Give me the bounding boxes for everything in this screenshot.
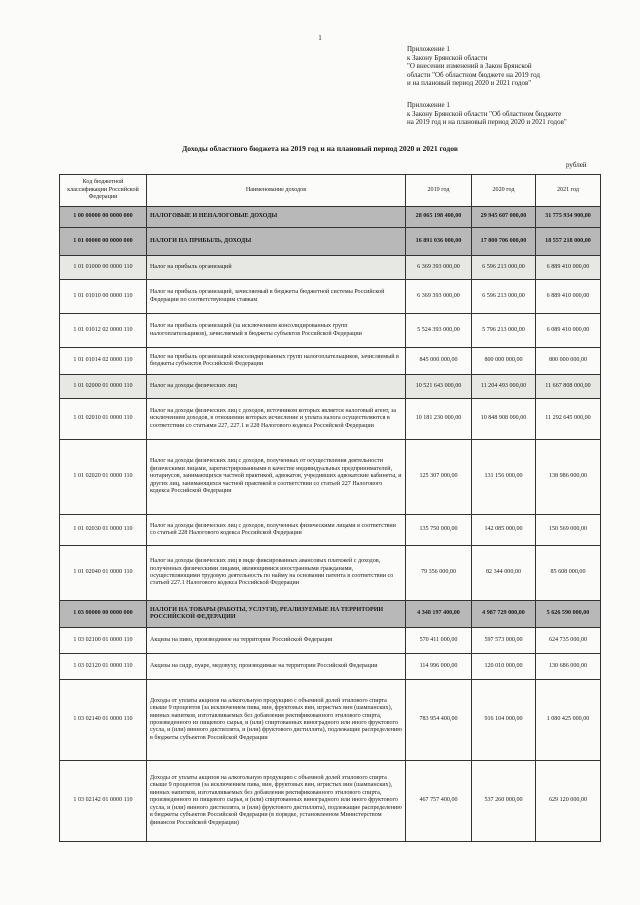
table-row — [60, 399, 601, 440]
row-value-2021: 130 686 000,00 — [536, 654, 601, 680]
row-code: 1 00 00000 00 0000 000 — [60, 207, 147, 228]
table-row — [60, 628, 601, 654]
table-row — [60, 680, 601, 761]
row-code: 1 03 00000 00 0000 000 — [60, 601, 147, 628]
row-code: 1 01 01012 02 0000 110 — [60, 314, 147, 348]
row-value-2020: 131 156 000,00 — [472, 440, 536, 515]
document-title: Доходы областного бюджета на 2019 год и на плановый период 2020 и 2021 годов — [182, 144, 458, 153]
row-value-2019: 783 954 400,00 — [406, 680, 472, 761]
appendix-line: и на плановый период 2020 и 2021 годов" — [407, 79, 532, 88]
header-2020: 2020 год — [472, 175, 536, 207]
row-value-2021: 18 557 218 000,00 — [536, 228, 601, 256]
row-value-2020: 597 573 000,00 — [472, 628, 536, 654]
row-value-2020: 82 344 000,00 — [472, 546, 536, 601]
table-row — [60, 515, 601, 546]
units-label: рублей — [566, 161, 587, 169]
row-value-2021: 1 080 425 000,00 — [536, 680, 601, 761]
row-value-2020: 4 987 729 000,00 — [472, 601, 536, 628]
row-value-2021: 31 775 934 900,00 — [536, 207, 601, 228]
appendix-line: к Закону Брянской области "Об областном бюджете — [407, 109, 562, 118]
appendix-line: на 2019 год и на плановый период 2020 и 2021 годов" — [407, 118, 567, 127]
row-code: 1 01 00000 00 0000 000 — [60, 228, 147, 256]
row-value-2020: 6 596 213 000,00 — [472, 256, 536, 280]
table-row — [60, 375, 601, 399]
row-name: Налог на доходы физических лиц — [147, 375, 406, 399]
row-value-2019: 114 996 000,00 — [406, 654, 472, 680]
header-code: Код бюджетной классификации Российской Федерации — [60, 175, 147, 207]
row-code: 1 01 02020 01 0000 110 — [60, 440, 147, 515]
row-code: 1 01 02030 01 0000 110 — [60, 515, 147, 546]
row-code: 1 01 01010 00 0000 110 — [60, 280, 147, 314]
appendix-block-bottom — [407, 101, 627, 127]
row-value-2020: 800 000 000,00 — [472, 348, 536, 375]
table-row — [60, 207, 601, 228]
row-value-2020: 5 796 213 000,00 — [472, 314, 536, 348]
row-name: Акцизы на сидр, пуаре, медовуху, производимые на территории Российской Федерации — [147, 654, 406, 680]
header-2019: 2019 год — [406, 175, 472, 207]
row-value-2021: 11 292 645 000,00 — [536, 399, 601, 440]
header-2021: 2021 год — [536, 175, 601, 207]
revenue-table — [59, 174, 601, 842]
row-value-2019: 4 348 197 400,00 — [406, 601, 472, 628]
row-value-2019: 28 065 198 400,00 — [406, 207, 472, 228]
table-header-row — [60, 175, 601, 207]
row-value-2021: 5 626 590 000,00 — [536, 601, 601, 628]
row-code: 1 03 02140 01 0000 110 — [60, 680, 147, 761]
row-code: 1 01 01000 00 0000 110 — [60, 256, 147, 280]
row-value-2021: 6 889 410 000,00 — [536, 280, 601, 314]
appendix-line: к Закону Брянской области — [407, 53, 488, 62]
table-row — [60, 654, 601, 680]
table-body — [60, 207, 601, 842]
row-name: Налог на доходы физических лиц с доходов, полученных физическими лицами в соответствии со статьей 228 Налогового кодекса Российской Федерации — [147, 515, 406, 546]
table-row — [60, 546, 601, 601]
row-value-2020: 142 085 000,00 — [472, 515, 536, 546]
table-row — [60, 761, 601, 842]
table-row — [60, 440, 601, 515]
row-name: Налог на доходы физических лиц с доходов, источником которых является налоговый агент, за исключением доходов, в отношении которых исчисление и уплата налога осуществляются в соответствии со статьями 227, 227.1 и 228 Налогового кодекса Российской Федерации — [147, 399, 406, 440]
row-name: Налог на прибыль организаций консолидированных групп налогоплательщиков, зачисляемый в бюджеты субъектов Российской Федерации — [147, 348, 406, 375]
row-value-2020: 916 104 000,00 — [472, 680, 536, 761]
table-row — [60, 228, 601, 256]
row-name: НАЛОГОВЫЕ И НЕНАЛОГОВЫЕ ДОХОДЫ — [147, 207, 406, 228]
row-name: Налог на прибыль организаций — [147, 256, 406, 280]
row-value-2019: 5 524 393 000,00 — [406, 314, 472, 348]
appendix-line: Приложение 1 — [407, 101, 450, 109]
row-name: НАЛОГИ НА ПРИБЫЛЬ, ДОХОДЫ — [147, 228, 406, 256]
row-name: Акцизы на пиво, производимое на территории Российской Федерации — [147, 628, 406, 654]
row-name: Доходы от уплаты акцизов на алкогольную продукцию с объемной долей этилового спирта свыше 9 процентов (за исключением пива, вин, фруктовых вин, игристых вин (шампанских), винных напитков, изготавливаемых без добавления ректификованного этилового спирта, произведенного из пищевого сырья, и (или) спиртованных виноградного или иного фруктового сусла, и (или) винного дистиллята, и (или) фруктового дистиллята), подлежащие распределению в бюджеты субъектов Российской Федерации — [147, 680, 406, 761]
row-value-2020: 537 260 000,00 — [472, 761, 536, 842]
row-value-2020: 6 596 213 000,00 — [472, 280, 536, 314]
row-value-2021: 800 000 000,00 — [536, 348, 601, 375]
row-value-2021: 150 569 000,00 — [536, 515, 601, 546]
row-code: 1 01 02010 01 0000 110 — [60, 399, 147, 440]
row-name: Налог на прибыль организаций, зачисляемый в бюджеты бюджетной системы Российской Федерации по соответствующим ставкам — [147, 280, 406, 314]
row-code: 1 01 01014 02 0000 110 — [60, 348, 147, 375]
table-row — [60, 601, 601, 628]
row-value-2021: 624 735 000,00 — [536, 628, 601, 654]
row-value-2021: 6 089 410 000,00 — [536, 314, 601, 348]
row-value-2020: 17 800 706 000,00 — [472, 228, 536, 256]
row-value-2019: 79 356 000,00 — [406, 546, 472, 601]
row-value-2021: 6 889 410 000,00 — [536, 256, 601, 280]
appendix-line: Приложение 1 — [407, 45, 450, 53]
row-code: 1 01 02000 01 0000 110 — [60, 375, 147, 399]
row-name: Налог на прибыль организаций (за исключением консолидированных групп налогоплательщиков), зачисляемый в бюджеты субъектов Российской Федерации — [147, 314, 406, 348]
row-code: 1 01 02040 01 0000 110 — [60, 546, 147, 601]
row-value-2019: 6 369 393 000,00 — [406, 280, 472, 314]
row-value-2019: 467 757 400,00 — [406, 761, 472, 842]
row-value-2019: 135 750 000,00 — [406, 515, 472, 546]
header-name: Наименование доходов — [147, 175, 406, 207]
table-row — [60, 280, 601, 314]
row-name: НАЛОГИ НА ТОВАРЫ (РАБОТЫ, УСЛУГИ), РЕАЛИЗУЕМЫЕ НА ТЕРРИТОРИИ РОССИЙСКОЙ ФЕДЕРАЦИИ — [147, 601, 406, 628]
row-value-2019: 845 000 000,00 — [406, 348, 472, 375]
row-value-2021: 138 986 000,00 — [536, 440, 601, 515]
appendix-line: области "Об областном бюджете на 2019 год — [407, 70, 540, 79]
row-value-2021: 85 608 000,00 — [536, 546, 601, 601]
row-code: 1 03 02120 01 0000 110 — [60, 654, 147, 680]
row-code: 1 03 02100 01 0000 110 — [60, 628, 147, 654]
row-value-2019: 570 411 000,00 — [406, 628, 472, 654]
row-name: Налог на доходы физических лиц в виде фиксированных авансовых платежей с доходов, полученных физическими лицами, являющимися иностранными гражданами, осуществляющими трудовую деятельность по найму на основании патента в соответствии со статьей 227.1 Налогового кодекса Российской Федерации — [147, 546, 406, 601]
row-value-2020: 120 010 000,00 — [472, 654, 536, 680]
appendix-line: "О внесении изменений в Закон Брянской — [407, 62, 532, 71]
appendix-block-top — [407, 45, 627, 88]
row-value-2019: 125 307 000,00 — [406, 440, 472, 515]
row-code: 1 03 02142 01 0000 110 — [60, 761, 147, 842]
row-value-2020: 10 848 908 000,00 — [472, 399, 536, 440]
row-value-2021: 11 667 808 000,00 — [536, 375, 601, 399]
row-value-2019: 6 369 393 000,00 — [406, 256, 472, 280]
table-row — [60, 314, 601, 348]
row-value-2019: 10 181 230 000,00 — [406, 399, 472, 440]
row-value-2019: 16 891 036 000,00 — [406, 228, 472, 256]
row-value-2020: 29 945 607 000,00 — [472, 207, 536, 228]
row-value-2020: 11 204 493 000,00 — [472, 375, 536, 399]
table-row — [60, 348, 601, 375]
table-row — [60, 256, 601, 280]
row-value-2021: 629 120 000,00 — [536, 761, 601, 842]
row-name: Доходы от уплаты акцизов на алкогольную продукцию с объемной долей этилового спирта свыше 9 процентов (за исключением пива, вин, фруктовых вин, игристых вин (шампанских), винных напитков, изготавливаемых без добавления ректификованного этилового спирта, произведенного из пищевого сырья, и (или) спиртованных виноградного или иного фруктового сусла, и (или) винного дистиллята, и (или) фруктового дистиллята), подлежащие распределению в бюджеты субъектов Российской Федерации (в порядке, установленном Министерством финансов Российской Федерации) — [147, 761, 406, 842]
row-value-2019: 10 521 643 000,00 — [406, 375, 472, 399]
page-number: 1 — [318, 34, 322, 42]
row-name: Налог на доходы физических лиц с доходов, полученных от осуществления деятельности физическими лицами, зарегистрированными в качестве индивидуальных предпринимателей, нотариусов, занимающихся частной практикой, адвокатов, учредивших адвокатские кабинеты, и других лиц, занимающихся частной практикой в соответствии со статьей 227 Налогового кодекса Российской Федерации — [147, 440, 406, 515]
